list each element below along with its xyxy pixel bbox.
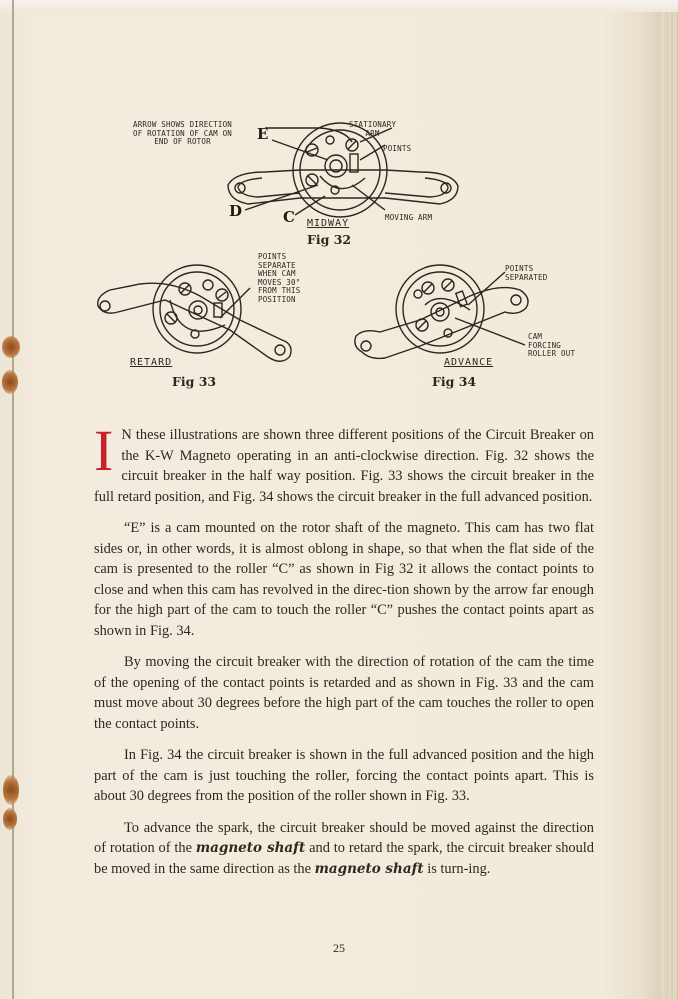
callout-line: SEPARATE xyxy=(258,260,296,270)
paragraph-intro xyxy=(94,418,594,507)
figure-34 xyxy=(0,0,678,400)
figure-caption: Fig 33 xyxy=(172,374,217,389)
body-text xyxy=(94,418,594,890)
emphasis-magneto-shaft: magneto shaft xyxy=(314,860,424,877)
rust-stain xyxy=(3,808,17,830)
callout-line: POINTS xyxy=(258,252,287,261)
text-span: is turn-ing. xyxy=(423,860,491,877)
callout-line: MOVES 30° xyxy=(258,277,301,287)
callout-line: ARM xyxy=(365,128,380,138)
page-number: 25 xyxy=(333,941,345,955)
points-separated-callout xyxy=(505,265,547,282)
drop-cap: I xyxy=(94,418,114,483)
letter-e: E xyxy=(257,125,269,143)
points-callout: POINTS xyxy=(383,144,412,153)
paragraph-advance: In Fig. 34 the circuit breaker is shown in the full advanced position and the high part of the cam is just touching the roller, forcing the contact points apart. This is about 30 degrees from the position of the roller shown in Fig. 33. xyxy=(94,747,594,804)
paragraph-retard: By moving the circuit breaker with the direction of rotation of the cam the time of the opening of the contact points is retarded and as shown in Fig. 33 and the cam must move about 30 degrees before the high part of the cam touches the roller to open the contact points. xyxy=(94,654,594,732)
circuit-breaker-advance-drawing xyxy=(0,0,678,400)
letter-c: C xyxy=(283,208,295,226)
callout-line: SEPARATED xyxy=(505,272,548,282)
paragraph-conclusion xyxy=(94,818,594,880)
text-span: and to retard the spark, the circuit breaker should be moved in the same direction as the xyxy=(94,840,594,877)
moving-arm-callout: MOVING ARM xyxy=(385,213,433,222)
callout-line: POSITION xyxy=(258,294,296,304)
callout-line: END OF ROTOR xyxy=(154,137,211,146)
callout-line: POINTS xyxy=(505,264,534,273)
paragraph-cam: “E” is a cam mounted on the rotor shaft of the magneto. This cam has two flat sides or, in other words, it is almost oblong in shape, so that when the flat side of the cam is presented to the roller “C” as shown in Fig 32 it allows the contact points to close and when this cam has revolved in the direc-tion shown by the arrow far enough for the high part of the cam to touch the roller “C” pushes the contact points apart as shown in Fig. 34. xyxy=(94,520,594,639)
callout-line: CAM xyxy=(528,332,543,341)
position-label: ADVANCE xyxy=(444,357,494,368)
text-span: To advance the spark, the circuit breaker should be moved against the direction of rotation of the xyxy=(94,819,594,856)
callout-line: WHEN CAM xyxy=(258,269,296,278)
paragraph-text: N these illustrations are shown three different positions of the Circuit Breaker on the K-W Magneto operating in an anti-clockwise direction. Fig. 32 shows the circuit breaker in the half way position. Fig. 33 shows the circuit breaker in the full retard position, and Fig. 34 shows the circuit breaker in the full advanced position. xyxy=(94,427,594,505)
cam-forcing-callout xyxy=(528,333,575,359)
callout-line: STATIONARY xyxy=(349,120,397,129)
position-label: MIDWAY xyxy=(307,218,350,229)
figure-caption: Fig 32 xyxy=(307,232,352,247)
callout-line: FORCING xyxy=(528,340,562,350)
position-label: RETARD xyxy=(130,357,173,368)
figure-caption: Fig 34 xyxy=(432,374,477,389)
callout-line: ROLLER OUT xyxy=(528,349,576,358)
letter-d: D xyxy=(229,202,243,220)
emphasis-magneto-shaft: magneto shaft xyxy=(195,840,306,856)
callout-line: ARROW SHOWS DIRECTION xyxy=(133,120,233,129)
rust-stain xyxy=(3,775,19,805)
callout-line: FROM THIS xyxy=(258,286,301,295)
callout-line: OF ROTATION OF CAM ON xyxy=(133,128,233,138)
